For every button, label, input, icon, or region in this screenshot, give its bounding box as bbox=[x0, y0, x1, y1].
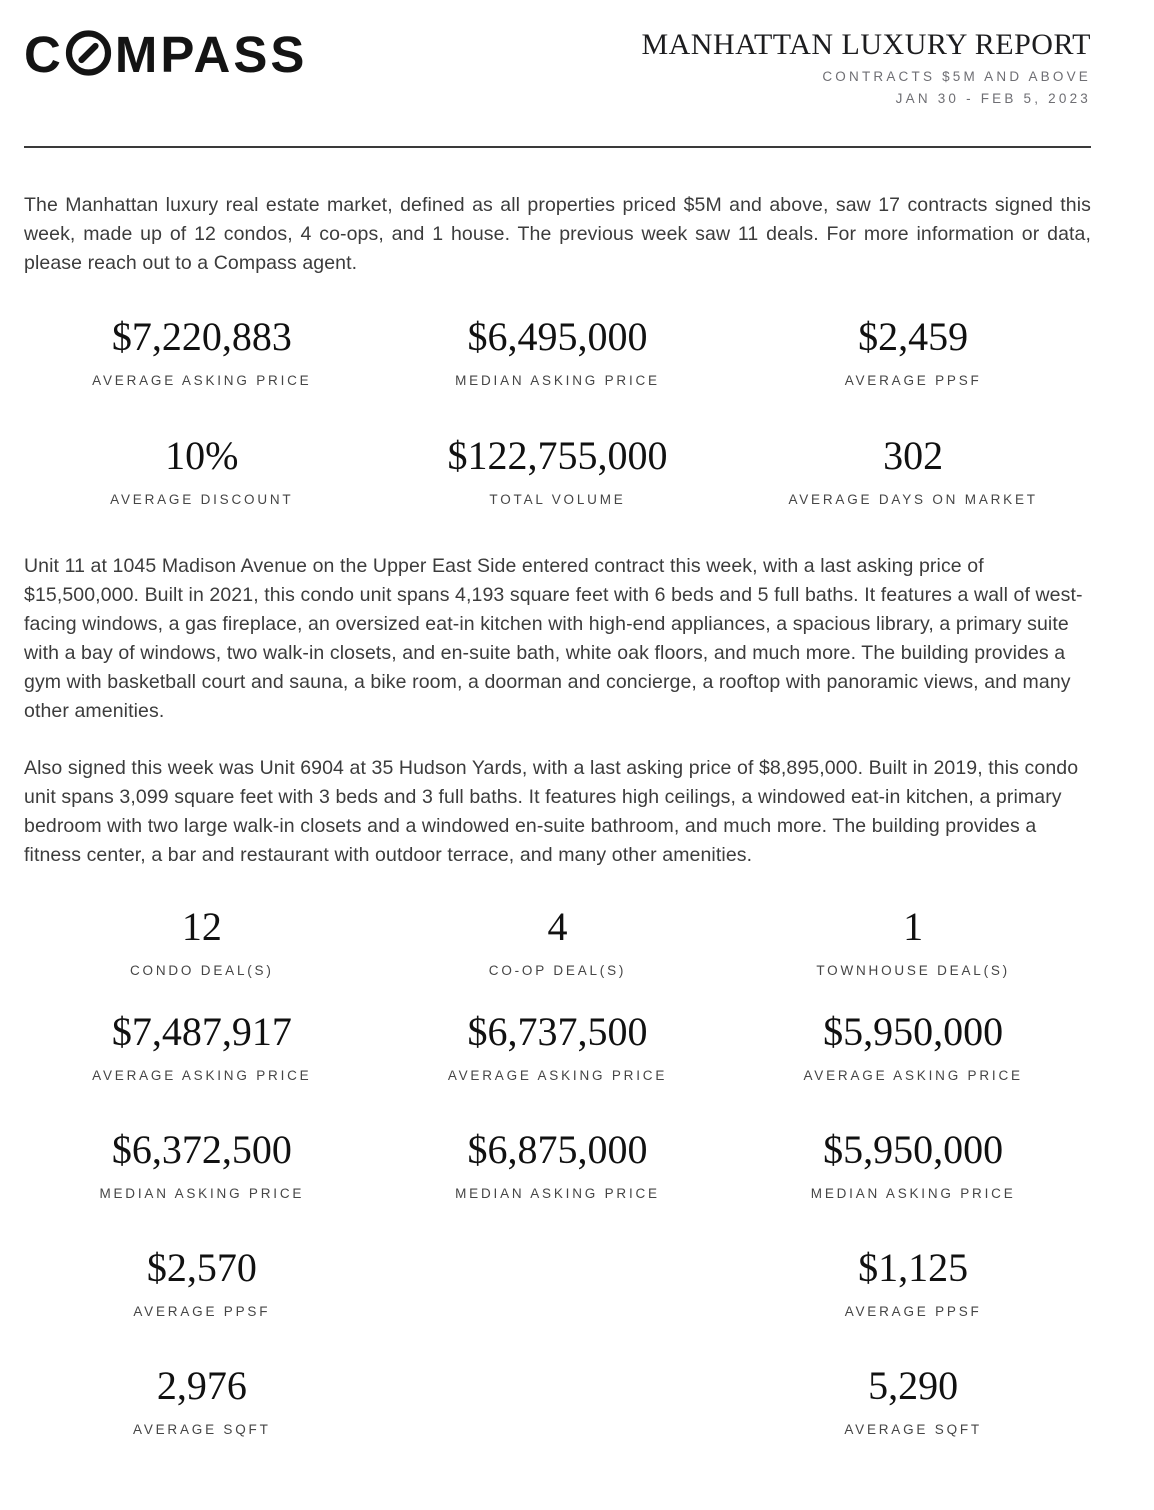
header-title-block bbox=[641, 28, 1091, 106]
stat-value: $6,495,000 bbox=[467, 314, 648, 359]
stat-value: $122,755,000 bbox=[447, 433, 668, 478]
stat-coop-median-asking bbox=[380, 1127, 736, 1202]
stat-value: 5,290 bbox=[868, 1363, 959, 1408]
report-subtitle-contracts: CONTRACTS $5M AND ABOVE bbox=[822, 69, 1091, 84]
empty-cell bbox=[380, 1245, 736, 1320]
breakdown-average-sqft-row bbox=[24, 1363, 1091, 1438]
stat-townhouse-average-sqft bbox=[735, 1363, 1091, 1438]
stat-coop-average-asking bbox=[380, 1009, 736, 1084]
stat-coop-deals bbox=[380, 904, 736, 979]
summary-stats-row-2 bbox=[24, 433, 1091, 508]
stat-label: AVERAGE SQFT bbox=[133, 1422, 271, 1437]
stat-average-discount bbox=[24, 433, 380, 508]
stat-label: MEDIAN ASKING PRICE bbox=[455, 373, 660, 388]
stat-value: $6,372,500 bbox=[111, 1127, 292, 1172]
stat-value: $7,487,917 bbox=[111, 1009, 292, 1054]
stat-condo-median-asking bbox=[24, 1127, 380, 1202]
stat-label: AVERAGE ASKING PRICE bbox=[803, 1068, 1023, 1083]
compass-needle-icon bbox=[65, 28, 112, 81]
stat-label: AVERAGE PPSF bbox=[133, 1304, 271, 1319]
breakdown-average-asking-row bbox=[24, 1009, 1091, 1084]
stat-value: 302 bbox=[883, 433, 944, 478]
stat-label: MEDIAN ASKING PRICE bbox=[810, 1186, 1016, 1201]
stat-label: AVERAGE DAYS ON MARKET bbox=[788, 492, 1038, 507]
breakdown-deal-counts-row bbox=[24, 904, 1091, 979]
stat-median-asking-price bbox=[380, 314, 736, 389]
empty-cell bbox=[380, 1363, 736, 1438]
stat-townhouse-average-asking bbox=[735, 1009, 1091, 1084]
stat-label: AVERAGE PPSF bbox=[844, 1304, 982, 1319]
stat-label: AVERAGE DISCOUNT bbox=[110, 492, 294, 507]
stat-value: $6,737,500 bbox=[467, 1009, 648, 1054]
stat-condo-average-ppsf bbox=[24, 1245, 380, 1320]
stat-label: TOTAL VOLUME bbox=[489, 492, 626, 507]
stat-label: TOWNHOUSE DEAL(S) bbox=[816, 963, 1010, 978]
stat-townhouse-median-asking bbox=[735, 1127, 1091, 1202]
stat-value: $1,125 bbox=[858, 1245, 969, 1290]
stat-value: $6,875,000 bbox=[467, 1127, 648, 1172]
stat-condo-average-sqft bbox=[24, 1363, 380, 1438]
header-divider bbox=[24, 146, 1091, 148]
stat-label: AVERAGE ASKING PRICE bbox=[447, 1068, 668, 1083]
stat-average-ppsf bbox=[735, 314, 1091, 389]
report-title: MANHATTAN LUXURY REPORT bbox=[641, 28, 1091, 61]
stat-value: 12 bbox=[181, 904, 222, 949]
stat-total-volume bbox=[380, 433, 736, 508]
stat-condo-deals bbox=[24, 904, 380, 979]
stat-label: AVERAGE SQFT bbox=[844, 1422, 982, 1437]
logo-letter-c: C bbox=[24, 25, 64, 83]
breakdown-average-ppsf-row bbox=[24, 1245, 1091, 1320]
summary-stats-row-1 bbox=[24, 314, 1091, 389]
stat-townhouse-deals bbox=[735, 904, 1091, 979]
stat-townhouse-average-ppsf bbox=[735, 1245, 1091, 1320]
logo-letters-mpass: MPASS bbox=[114, 25, 308, 83]
stat-value: 4 bbox=[547, 904, 568, 949]
stat-value: $5,950,000 bbox=[823, 1127, 1004, 1172]
highlight-unit-6904-paragraph: Also signed this week was Unit 6904 at 35 Hudson Yards, with a last asking price of $8,895,000. Built in 2019, this condo unit spans 3,099 square feet with 3 beds and 3 full baths. It features high ceilings, a windowed eat-in kitchen, a primary bedroom with two large walk-in closets and a windowed en-suite bathroom, and much more. The building provides a fitness center, a bar and restaurant with outdoor terrace, and many other amenities. bbox=[24, 757, 1079, 866]
compass-logo bbox=[24, 25, 308, 83]
stat-value: $2,570 bbox=[146, 1245, 257, 1290]
stat-value: $2,459 bbox=[858, 314, 969, 359]
stat-label: CONDO DEAL(S) bbox=[129, 963, 274, 978]
stat-value: 2,976 bbox=[156, 1363, 247, 1408]
stat-value: $5,950,000 bbox=[823, 1009, 1004, 1054]
stat-condo-average-asking bbox=[24, 1009, 380, 1084]
stat-value: 1 bbox=[903, 904, 924, 949]
stat-average-asking-price bbox=[24, 314, 380, 389]
report-header bbox=[24, 25, 1091, 106]
stat-label: MEDIAN ASKING PRICE bbox=[455, 1186, 660, 1201]
stat-label: AVERAGE PPSF bbox=[844, 373, 982, 388]
intro-paragraph: The Manhattan luxury real estate market, defined as all properties priced $5M and above, saw 17 contracts signed this week, made up of 12 condos, 4 co-ops, and 1 house. The previous week saw 11 deals. For more information or data, please reach out to a Compass agent. bbox=[24, 194, 1091, 274]
stat-label: CO-OP DEAL(S) bbox=[488, 963, 627, 978]
stat-value: $7,220,883 bbox=[111, 314, 292, 359]
stat-average-days-on-market bbox=[735, 433, 1091, 508]
stat-label: AVERAGE ASKING PRICE bbox=[92, 1068, 312, 1083]
stat-label: MEDIAN ASKING PRICE bbox=[99, 1186, 305, 1201]
stat-label: AVERAGE ASKING PRICE bbox=[92, 373, 312, 388]
highlight-unit-11-paragraph: Unit 11 at 1045 Madison Avenue on the Upper East Side entered contract this week, with a last asking price of $15,500,000. Built in 2021, this condo unit spans 4,193 square feet with 6 beds and 5 full baths. It features a wall of west-facing windows, a gas fireplace, an oversized eat-in kitchen with high-end appliances, a spacious library, a primary suite with a bay of windows, two walk-in closets, and en-suite bath, white oak floors, and much more. The building provides a gym with basketball court and sauna, a bike room, a doorman and concierge, a rooftop with panoramic views, and many other amenities. bbox=[24, 555, 1083, 722]
report-subtitle-dates: JAN 30 - FEB 5, 2023 bbox=[895, 91, 1091, 106]
breakdown-median-asking-row bbox=[24, 1127, 1091, 1202]
stat-value: 10% bbox=[165, 433, 239, 478]
